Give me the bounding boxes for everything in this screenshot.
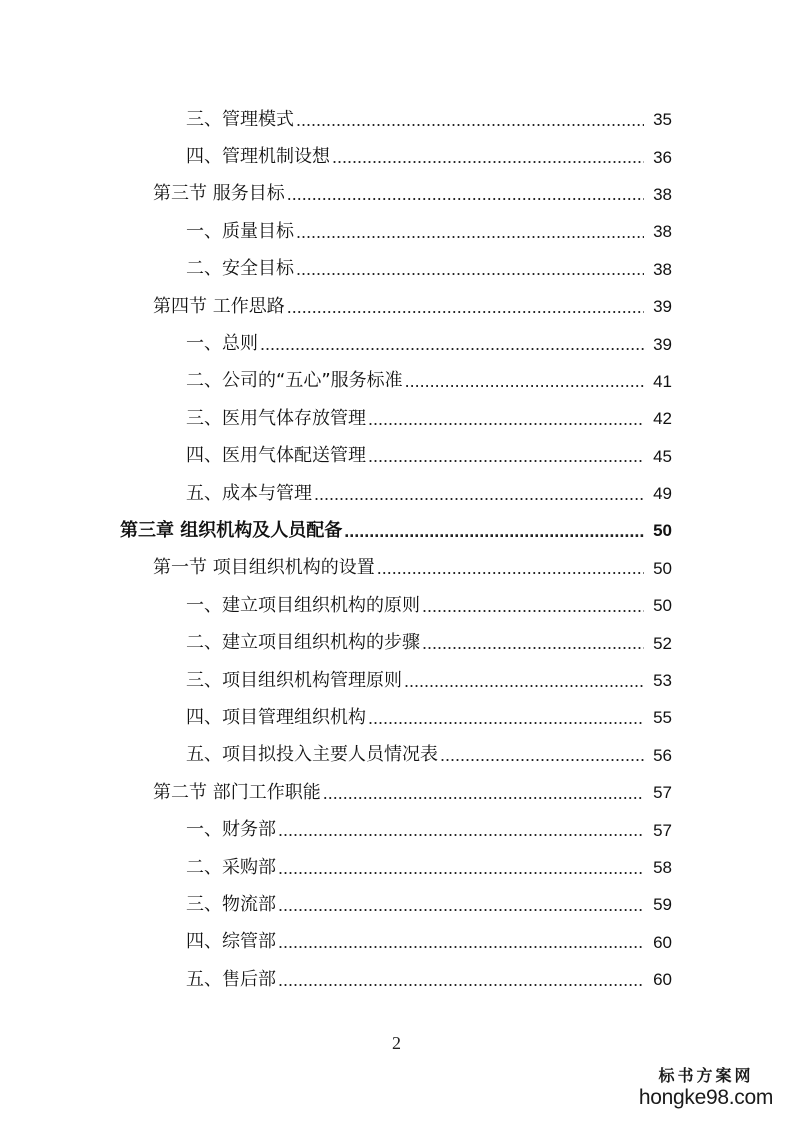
toc-entry-title: 五、售后部 xyxy=(186,968,276,990)
toc-entry-page-number: 50 xyxy=(653,521,672,541)
toc-entry[interactable] xyxy=(0,699,793,736)
toc-entry-title: 四、项目管理组织机构 xyxy=(186,706,366,728)
toc-entry-page-number: 59 xyxy=(653,895,672,915)
toc-entry[interactable] xyxy=(0,587,793,624)
toc-entry[interactable] xyxy=(0,512,793,549)
toc-entry[interactable] xyxy=(0,438,793,475)
toc-entry-title: 第三节 服务目标 xyxy=(153,183,285,205)
dot-leader xyxy=(287,185,644,203)
dot-leader xyxy=(422,634,644,652)
toc-entry[interactable] xyxy=(0,662,793,699)
toc-entry-title: 四、管理机制设想 xyxy=(186,146,330,168)
toc-entry-page-number: 57 xyxy=(653,820,672,840)
toc-entry[interactable] xyxy=(0,811,793,848)
toc-entry-page-number: 42 xyxy=(653,409,672,429)
toc-entry-title: 第三章 组织机构及人员配备 xyxy=(120,519,343,541)
toc-entry-page-number: 39 xyxy=(653,297,672,317)
toc-entry-title: 第一节 项目组织机构的设置 xyxy=(153,557,375,579)
dot-leader xyxy=(296,223,644,241)
dot-leader xyxy=(296,260,644,278)
dot-leader xyxy=(404,672,644,690)
dot-leader xyxy=(278,896,644,914)
toc-entry[interactable] xyxy=(0,251,793,288)
toc-entry[interactable] xyxy=(0,325,793,362)
toc-entry-title: 五、项目拟投入主要人员情况表 xyxy=(186,744,438,766)
toc-entry[interactable] xyxy=(0,475,793,512)
toc-entry-title: 二、采购部 xyxy=(186,856,276,878)
toc-entry-page-number: 39 xyxy=(653,334,672,354)
toc-entry-title: 第四节 工作思路 xyxy=(153,295,285,317)
watermark-title: 标书方案网 xyxy=(658,1066,754,1085)
toc-entry-page-number: 38 xyxy=(653,184,672,204)
toc-entry-title: 二、安全目标 xyxy=(186,258,294,280)
toc-entry-title: 一、总则 xyxy=(186,333,258,355)
toc-entry-title: 一、建立项目组织机构的原则 xyxy=(186,594,420,616)
toc-entry[interactable] xyxy=(0,400,793,437)
toc-entry-page-number: 45 xyxy=(653,446,672,466)
toc-entry-title: 二、建立项目组织机构的步骤 xyxy=(186,632,420,654)
dot-leader xyxy=(314,485,644,503)
toc-entry-page-number: 52 xyxy=(653,633,672,653)
dot-leader xyxy=(278,859,644,877)
toc-entry-page-number: 50 xyxy=(653,558,672,578)
dot-leader xyxy=(440,746,644,764)
toc-entry-page-number: 38 xyxy=(653,222,672,242)
toc-entry[interactable] xyxy=(0,624,793,661)
toc-entry[interactable] xyxy=(0,288,793,325)
toc-entry[interactable] xyxy=(0,363,793,400)
dot-leader xyxy=(368,447,644,465)
toc-entry-title: 一、财务部 xyxy=(186,819,276,841)
toc-entry-title: 四、医用气体配送管理 xyxy=(186,445,366,467)
toc-entry-page-number: 35 xyxy=(653,110,672,130)
dot-leader xyxy=(344,522,644,540)
dot-leader xyxy=(368,709,644,727)
dot-leader xyxy=(377,559,644,577)
toc-entry[interactable] xyxy=(0,924,793,961)
toc-entry[interactable] xyxy=(0,886,793,923)
toc-entry[interactable] xyxy=(0,101,793,138)
dot-leader xyxy=(422,597,644,615)
dot-leader xyxy=(405,372,644,390)
watermark-url: hongke98.com xyxy=(638,1086,774,1109)
toc-entry-page-number: 36 xyxy=(653,147,672,167)
dot-leader xyxy=(278,821,644,839)
toc-entry-title: 三、项目组织机构管理原则 xyxy=(186,669,402,691)
toc-entry-page-number: 60 xyxy=(653,932,672,952)
dot-leader xyxy=(287,298,644,316)
toc-entry[interactable] xyxy=(0,849,793,886)
toc-entry-title: 二、公司的“五心”服务标准 xyxy=(186,370,403,392)
toc-entry-title: 一、质量目标 xyxy=(186,220,294,242)
toc-entry[interactable] xyxy=(0,774,793,811)
toc-entry-title: 第二节 部门工作职能 xyxy=(153,781,321,803)
toc-entry-title: 三、管理模式 xyxy=(186,108,294,130)
toc-entry-page-number: 41 xyxy=(653,371,672,391)
toc-entry[interactable] xyxy=(0,213,793,250)
toc-entry-page-number: 56 xyxy=(653,745,672,765)
table-of-contents xyxy=(0,101,793,998)
toc-entry[interactable] xyxy=(0,138,793,175)
toc-entry-page-number: 55 xyxy=(653,708,672,728)
toc-entry-page-number: 60 xyxy=(653,970,672,990)
toc-entry-page-number: 50 xyxy=(653,596,672,616)
toc-entry[interactable] xyxy=(0,961,793,998)
toc-entry-page-number: 49 xyxy=(653,484,672,504)
dot-leader xyxy=(296,111,644,129)
dot-leader xyxy=(368,410,644,428)
toc-entry-title: 五、成本与管理 xyxy=(186,482,312,504)
page-number: 2 xyxy=(392,1033,401,1053)
dot-leader xyxy=(278,971,644,989)
dot-leader xyxy=(332,148,644,166)
dot-leader xyxy=(323,784,644,802)
toc-entry-page-number: 58 xyxy=(653,858,672,877)
toc-entry[interactable] xyxy=(0,550,793,587)
toc-entry[interactable] xyxy=(0,737,793,774)
toc-entry-title: 三、医用气体存放管理 xyxy=(186,407,366,429)
toc-entry-page-number: 38 xyxy=(653,259,672,279)
toc-entry-title: 三、物流部 xyxy=(186,893,276,915)
toc-entry-page-number: 53 xyxy=(653,671,672,691)
watermark-logo xyxy=(631,1066,781,1110)
dot-leader xyxy=(260,335,644,353)
toc-entry[interactable] xyxy=(0,176,793,213)
toc-entry-page-number: 57 xyxy=(653,783,672,803)
dot-leader xyxy=(278,933,644,951)
toc-entry-title: 四、综管部 xyxy=(186,931,276,953)
